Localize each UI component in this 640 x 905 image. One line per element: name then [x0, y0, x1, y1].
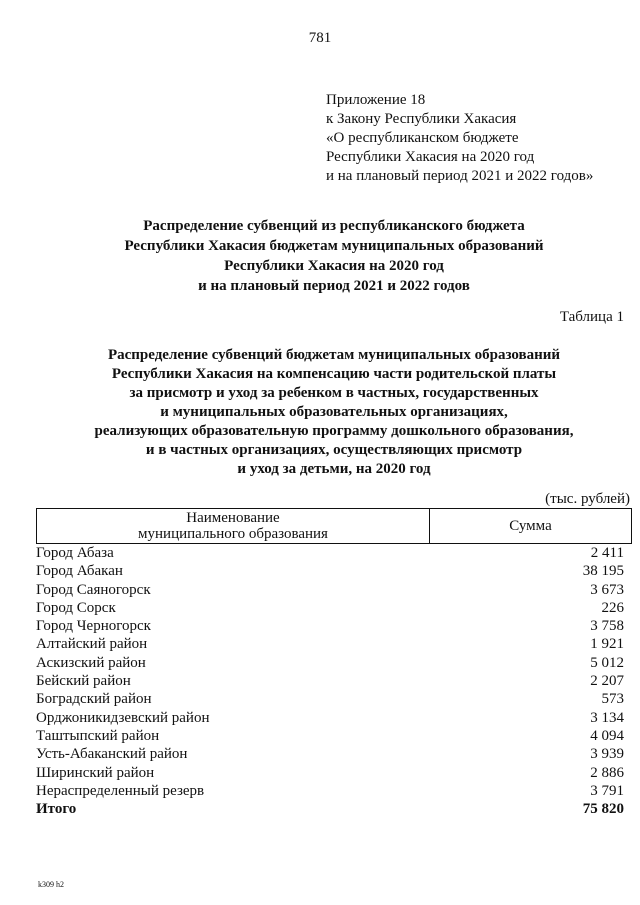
table-header — [36, 508, 632, 544]
row-value: 1 921 — [590, 636, 624, 653]
row-name: Аскизский район — [36, 654, 146, 671]
table-title-line: и муниципальных образовательных организациях, — [160, 404, 508, 420]
total-row — [36, 800, 632, 818]
row-name: Бейский район — [36, 673, 131, 690]
appendix-line: Приложение 18 — [326, 92, 426, 108]
table-label: Таблица 1 — [559, 309, 624, 325]
table-body — [36, 544, 632, 818]
main-title — [0, 216, 640, 296]
total-value: 75 820 — [582, 801, 624, 818]
main-title-line: Распределение субвенций из республиканского бюджета — [143, 218, 525, 234]
row-value: 2 411 — [590, 545, 624, 561]
table-row — [36, 709, 632, 727]
main-title-line: Республики Хакасия бюджетам муниципальных образований — [124, 238, 544, 254]
row-value: 2 886 — [590, 764, 624, 781]
appendix-line: «О республиканском бюджете — [326, 130, 519, 146]
main-title-line: Республики Хакасия на 2020 год — [224, 258, 444, 274]
column-header-name — [37, 509, 430, 543]
appendix-reference — [326, 91, 593, 186]
row-value: 38 195 — [582, 563, 624, 580]
main-title-line: и на плановый период 2021 и 2022 годов — [198, 278, 470, 294]
table-row — [36, 617, 632, 635]
row-value: 573 — [601, 691, 624, 708]
row-value: 226 — [601, 599, 624, 616]
table-title-line: Республики Хакасия на компенсацию части родительской платы — [111, 366, 557, 382]
units-label: (тыс. рублей) — [545, 491, 630, 507]
table-title-line: реализующих образовательную программу дошкольного образования, — [94, 423, 574, 439]
table-title-line: за присмотр и уход за ребенком в частных, государственных — [129, 385, 539, 401]
column-header-name-line: муниципального образования — [138, 526, 328, 542]
row-value: 4 094 — [590, 727, 624, 744]
table-title — [0, 346, 640, 479]
row-name: Нераспределенный резерв — [36, 782, 205, 799]
row-name: Ширинский район — [36, 764, 155, 781]
row-name: Город Абаза — [36, 545, 114, 561]
row-value: 3 673 — [590, 581, 624, 598]
row-value: 3 939 — [590, 746, 624, 763]
table-row — [36, 654, 632, 672]
row-value: 2 207 — [590, 673, 624, 690]
column-header-name-line: Наименование — [186, 510, 280, 526]
table-row — [36, 672, 632, 690]
row-value: 5 012 — [590, 654, 624, 671]
row-name: Город Абакан — [36, 563, 123, 580]
total-label: Итого — [36, 801, 77, 818]
column-header-sum: Сумма — [509, 518, 552, 534]
row-name: Таштыпский район — [36, 727, 160, 744]
appendix-line: и на плановый период 2021 и 2022 годов» — [326, 168, 594, 184]
appendix-line: к Закону Республики Хакасия — [326, 111, 517, 127]
row-name: Усть-Абаканский район — [36, 746, 188, 763]
row-name: Алтайский район — [36, 636, 148, 653]
table-row — [36, 782, 632, 800]
footer-code: k309 h2 — [38, 880, 64, 889]
row-value: 3 134 — [590, 709, 624, 726]
row-name: Город Черногорск — [36, 618, 151, 635]
table-row — [36, 562, 632, 580]
table-row — [36, 690, 632, 708]
table-title-line: и уход за детьми, на 2020 год — [237, 461, 431, 477]
table-row — [36, 581, 632, 599]
page-number: 781 — [308, 30, 332, 46]
row-name: Город Саяногорск — [36, 581, 151, 598]
table-row — [36, 727, 632, 745]
table-title-line: и в частных организациях, осуществляющих присмотр — [145, 442, 523, 458]
table-row — [36, 635, 632, 653]
table-row — [36, 745, 632, 763]
row-value: 3 758 — [590, 618, 624, 635]
table-row — [36, 599, 632, 617]
table-row — [36, 764, 632, 782]
row-name: Город Сорск — [36, 599, 116, 616]
row-value: 3 791 — [590, 782, 624, 799]
appendix-line: Республики Хакасия на 2020 год — [326, 149, 535, 165]
subvention-table — [36, 508, 632, 818]
table-row — [36, 544, 632, 562]
table-title-line: Распределение субвенций бюджетам муниципальных образований — [107, 347, 561, 363]
row-name: Орджоникидзевский район — [36, 709, 210, 726]
row-name: Боградский район — [36, 691, 152, 708]
